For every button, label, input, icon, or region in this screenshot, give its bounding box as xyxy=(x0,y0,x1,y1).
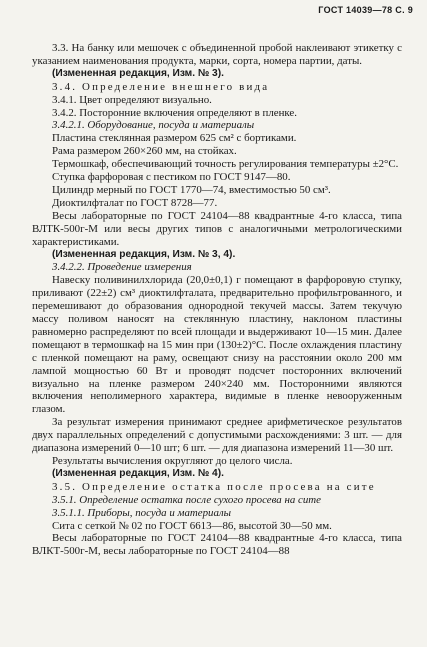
subheading-3-4-2-2: 3.4.2.2. Проведение измерения xyxy=(52,261,192,274)
equipment-item: Весы лабораторные по ГОСТ 24104—88 квадрантные 4-го класса, типа ВЛКТ-500г-М, весы лабораторные по ГОСТ 24104—88 xyxy=(32,532,402,558)
equipment-item: Рама размером 260×260 мм, на стойках. xyxy=(52,145,237,158)
paragraph-3-4-2: 3.4.2. Посторонние включения определяют в пленке. xyxy=(52,106,297,119)
equipment-item: Весы лабораторные по ГОСТ 24104—88 квадрантные 4-го класса, типа ВЛТК-500г-М или весы других типов с аналогичными метрологическими характеристиками. xyxy=(32,209,402,248)
amendment-note: (Измененная редакция, Изм. № 3, 4). xyxy=(52,248,236,260)
equipment-item: Сита с сеткой № 02 по ГОСТ 6613—86, высотой 30—50 мм. xyxy=(52,519,332,532)
section-heading-3-5: 3.5. Определение остатка после просева на сите xyxy=(52,480,376,493)
paragraph-3-4-1: 3.4.1. Цвет определяют визуально. xyxy=(52,93,212,106)
subheading-3-4-2-1: 3.4.2.1. Оборудование, посуда и материалы xyxy=(52,119,255,132)
procedure-paragraph: Навеску поливинилхлорида (20,0±0,1) г помещают в фарфоровую ступку, приливают (22±2) см³ диоктилфталата, предварительно профильтрованного, и перемешивают до образования однородной текучей массы. Затем текучую массу поливом наносят на стеклянную пластину, наклоном пластины равномерно распределяют по всей площади и выдерживают 10—15 мин. Далее помещают в термошкаф на 15 мин при (130±2)°С. После охлаждения пластину с пленкой помещают на раму, освещают снизу на расстоянии около 200 мм лампой мощностью 60 Вт и проводят подсчет посторонних включений визуально на пленке размером 240×240 мм. Посторонними являются включения неполимерного характера, видимые в пленке невооруженным глазом. xyxy=(32,274,402,416)
document-body xyxy=(32,42,402,558)
page-header: ГОСТ 14039—78 С. 9 xyxy=(318,5,413,15)
amendment-note: (Измененная редакция, Изм. № 4). xyxy=(52,467,224,479)
equipment-item: Цилиндр мерный по ГОСТ 1770—74, вместимостью 50 см³. xyxy=(52,183,331,196)
paragraph-3-3: 3.3. На банку или мешочек с объединенной пробой наклеивают этикетку с указанием наименования продукта, марки, сорта, номера партии, даты. xyxy=(32,42,402,67)
subheading-3-5-1: 3.5.1. Определение остатка после сухого просева на сите xyxy=(52,493,321,506)
equipment-item: Ступка фарфоровая с пестиком по ГОСТ 9147—80. xyxy=(52,171,291,184)
rounding-paragraph: Результаты вычисления округляют до целого числа. xyxy=(52,455,293,467)
equipment-item: Термошкаф, обеспечивающий точность регулирования температуры ±2°С. xyxy=(52,158,399,171)
result-paragraph: За результат измерения принимают среднее арифметическое результатов двух параллельных определений с допустимыми расхождениями: 3 шт. — для диапазона измерений 0—10 шт; 6 шт. — для диапазона измерений 11—30 шт. xyxy=(32,416,402,455)
section-heading-3-4: 3.4. Определение внешнего вида xyxy=(52,80,270,93)
amendment-note: (Измененная редакция, Изм. № 3). xyxy=(52,67,224,79)
subheading-3-5-1-1: 3.5.1.1. Приборы, посуда и материалы xyxy=(52,506,232,519)
equipment-item: Диоктилфталат по ГОСТ 8728—77. xyxy=(52,196,218,209)
equipment-item: Пластина стеклянная размером 625 см² с бортиками. xyxy=(52,132,297,145)
